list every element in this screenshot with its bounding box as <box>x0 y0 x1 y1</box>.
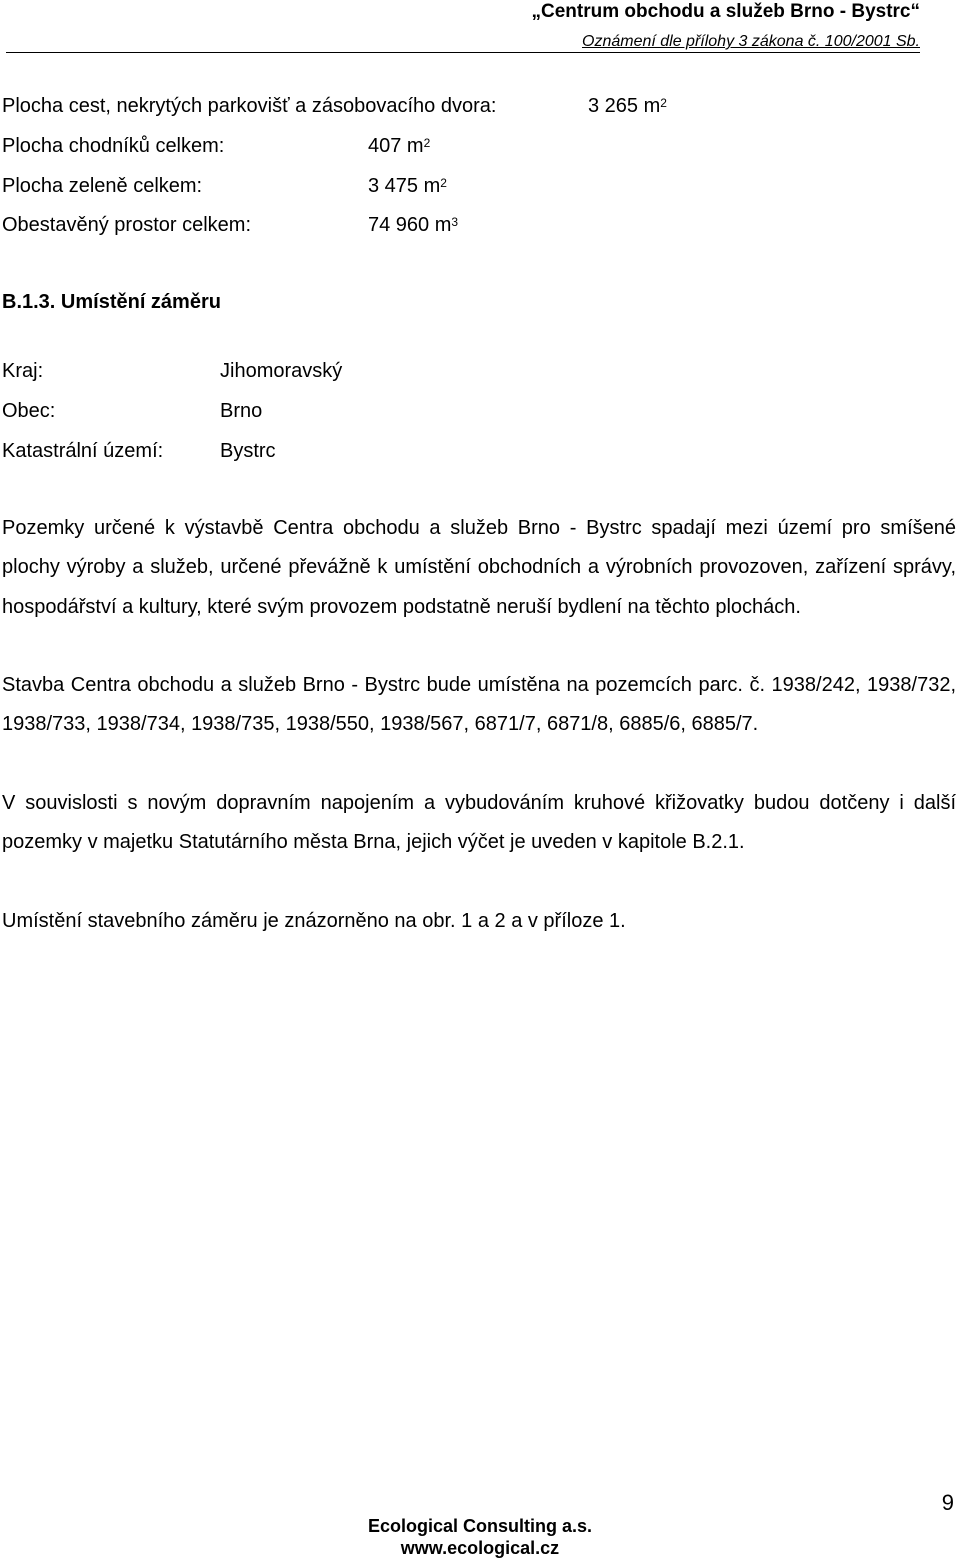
section-heading: B.1.3. Umístění záměru <box>2 291 221 313</box>
paragraph-roundabout: V souvislosti s novým dopravním napojením a vybudováním kruhové křižovatky budou dotčeny i další pozemky v majetku Statutárního města Brna, jejich výčet je uveden v kapitole B.2.1. <box>2 792 956 854</box>
paragraph-figures: Umístění stavebního záměru je znázorněno na obr. 1 a 2 a v příloze 1. <box>2 910 626 932</box>
location-row-kraj <box>2 358 343 384</box>
area-row <box>2 173 447 199</box>
location-value: Jihomoravský <box>220 360 343 382</box>
area-value: 3 475 $m^2$ <box>368 175 447 197</box>
header-title: „Centrum obchodu a služeb Brno - Bystrc“ <box>531 1 920 22</box>
area-label: Plocha cest, nekrytých parkovišť a zásobovacího dvora: <box>2 95 497 117</box>
paragraph-land-use: Pozemky určené k výstavbě Centra obchodu a služeb Brno - Bystrc spadají mezi území pro smíšené plochy výroby a služeb, určené převážně k umístění obchodních a výrobních provozoven, zařízení správy, hospodářství a kultury, které svým provozem podstatně neruší bydlení na těchto plochách. <box>2 517 956 618</box>
location-value: Brno <box>220 400 263 422</box>
paragraph-parcels: Stavba Centra obchodu a služeb Brno - Bystrc bude umístěna na pozemcích parc. č. 1938/242, 1938/732, 1938/733, 1938/734, 1938/735, 1938/550, 1938/567, 6871/7, 6871/8, 6885/6, 6885/7. <box>2 674 956 736</box>
location-label: Obec: <box>2 400 56 422</box>
area-value: 74 960 $m^3$ <box>368 214 459 236</box>
area-label: Plocha zeleně celkem: <box>2 175 203 197</box>
location-value: Bystrc <box>220 440 276 462</box>
location-row-katastr <box>2 438 276 464</box>
area-value: 407 $m^2$ <box>368 135 431 157</box>
area-label: Obestavěný prostor celkem: <box>2 214 251 236</box>
area-row <box>2 212 459 238</box>
area-label: Plocha chodníků celkem: <box>2 135 225 157</box>
footer-company: Ecological Consulting a.s. <box>367 1516 593 1536</box>
location-label: Kraj: <box>2 360 44 382</box>
footer-website: www.ecological.cz <box>400 1538 560 1558</box>
area-value: 3 265 $m^2$ <box>588 95 667 117</box>
location-row-obec <box>2 398 263 424</box>
header-divider <box>6 52 920 53</box>
header-subtitle: Oznámení dle přílohy 3 zákona č. 100/2001 Sb. <box>582 33 920 50</box>
area-row <box>2 133 431 159</box>
page-number: 9 <box>941 1490 954 1515</box>
area-row <box>2 93 667 119</box>
location-label: Katastrální území: <box>2 440 164 462</box>
